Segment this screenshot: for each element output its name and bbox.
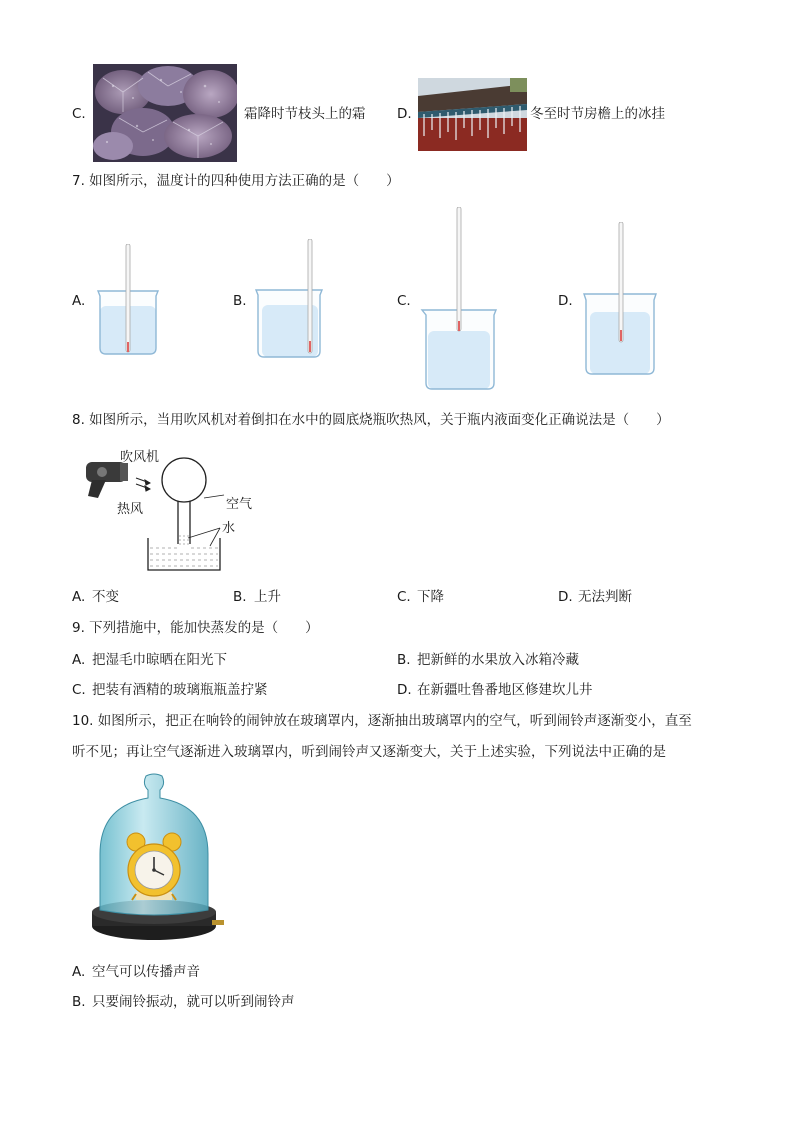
q9-option-a-label: A. [72,652,86,668]
hair-dryer-flask-figure [84,440,284,575]
question-10-stem-line1: 10. 如图所示，把正在响铃的闹钟放在玻璃罩内，逐渐抽出玻璃罩内的空气，听到闹铃声逐渐变小，直至 [72,713,692,729]
question-8-stem: 8. 如图所示，当用吹风机对着倒扣在水中的圆底烧瓶吹热风，关于瓶内液面变化正确说法是（ ） [72,412,670,428]
label-air: 空气 [226,497,253,512]
bell-jar-alarm-clock-figure [88,772,228,948]
q9-option-c-label: C. [72,682,86,698]
label-hair-dryer: 吹风机 [120,450,160,465]
q8-option-a-text: 不变 [92,589,119,605]
q7-label-d: D. [558,293,573,309]
option-d-label: D. [397,106,412,122]
beaker-thermometer-b [254,239,326,361]
q9-option-d-label: D. [397,682,412,698]
icicle-eaves-photo [418,78,527,151]
question-10-stem-line2: 听不见；再让空气逐渐进入玻璃罩内，听到闹铃声又逐渐变大，关于上述实验，下列说法中正确的是 [72,744,666,760]
q8-option-d-label: D. [558,589,573,605]
q8-option-d-text: 无法判断 [578,589,632,605]
q8-option-a-label: A. [72,589,86,605]
question-9-stem: 9. 下列措施中，能加快蒸发的是（ ） [72,620,319,636]
q9-option-b-text: 把新鲜的水果放入冰箱冷藏 [417,652,579,668]
q9-option-d-text: 在新疆吐鲁番地区修建坎儿井 [417,682,593,698]
frost-leaves-photo [93,64,237,162]
q8-option-c-text: 下降 [417,589,444,605]
question-7-stem: 7. 如图所示，温度计的四种使用方法正确的是（ ） [72,173,400,189]
beaker-thermometer-c [418,207,500,393]
q7-label-a: A. [72,293,86,309]
q8-option-b-text: 上升 [254,589,281,605]
beaker-thermometer-a [92,244,164,359]
q8-option-b-label: B. [233,589,247,605]
hair-dryer-icon [86,462,128,498]
option-c-label: C. [72,106,86,122]
beaker-thermometer-d [580,222,660,379]
option-c-text: 霜降时节枝头上的霜 [244,106,366,122]
q7-label-c: C. [397,293,411,309]
label-water: 水 [222,521,236,536]
q9-option-a-text: 把湿毛巾晾晒在阳光下 [92,652,227,668]
q10-option-b-label: B. [72,994,86,1010]
q9-option-b-label: B. [397,652,411,668]
q10-option-a-label: A. [72,964,86,980]
q8-option-c-label: C. [397,589,411,605]
option-d-text: 冬至时节房檐上的冰挂 [530,106,665,122]
label-hot-air: 热风 [117,502,144,517]
q9-option-c-text: 把装有酒精的玻璃瓶瓶盖拧紧 [92,682,268,698]
q7-label-b: B. [233,293,247,309]
q10-option-a-text: 空气可以传播声音 [92,964,200,980]
q10-option-b-text: 只要闹铃振动，就可以听到闹铃声 [92,994,295,1010]
